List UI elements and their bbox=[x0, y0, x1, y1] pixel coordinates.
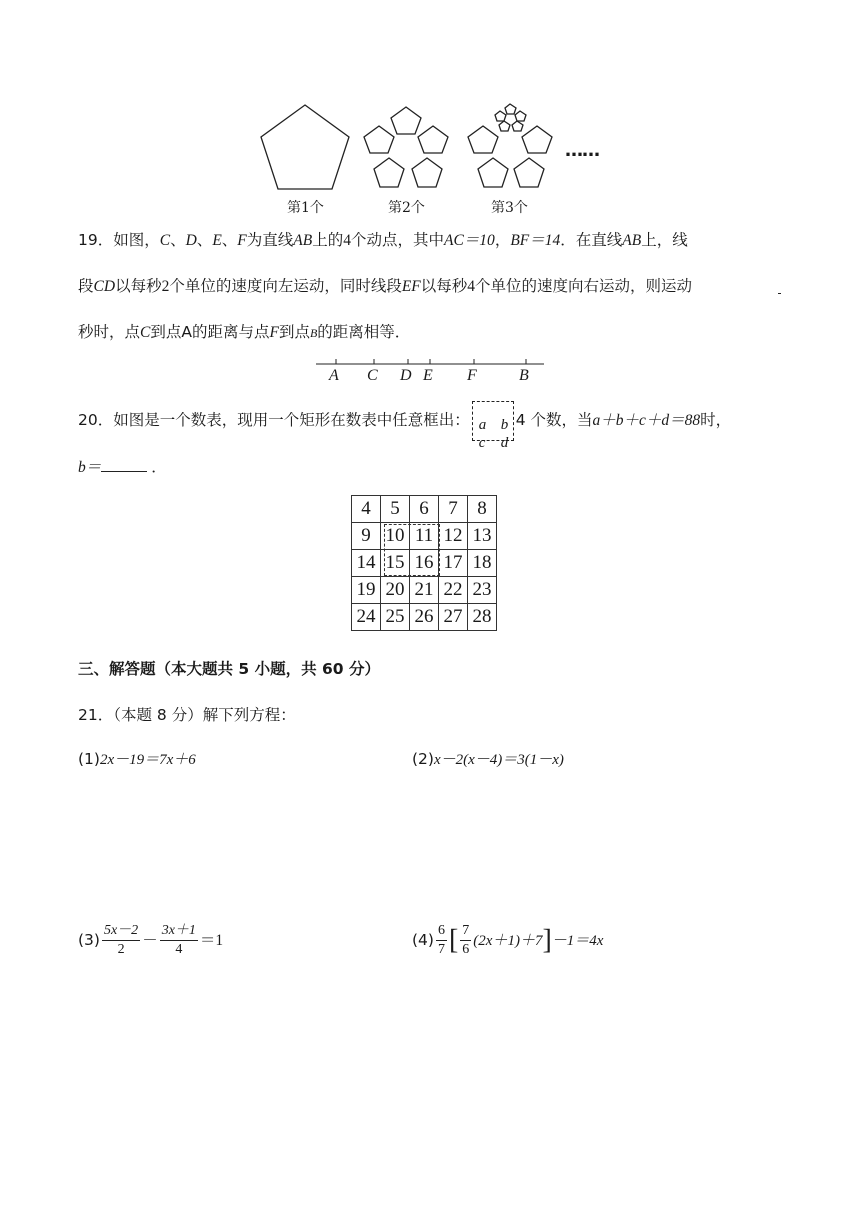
pentagon bbox=[522, 126, 552, 153]
numerator: 5x－2 bbox=[102, 922, 140, 941]
q21-title: 21．（本题 8 分）解下列方程： bbox=[78, 706, 296, 724]
denominator: 6 bbox=[462, 942, 470, 957]
q19-line-3 bbox=[78, 321, 410, 344]
ellipsis: …… bbox=[565, 140, 599, 161]
denominator: 7 bbox=[437, 942, 445, 957]
text: 20．如图是一个数表，现用一个矩形在数表中任意框出： bbox=[78, 411, 470, 429]
text: 的距离相等． bbox=[317, 323, 411, 341]
left-bracket: [ bbox=[448, 924, 459, 956]
table-cell: 10 bbox=[381, 523, 410, 550]
sum-equation: a＋b＋c＋d＝88 bbox=[592, 412, 701, 429]
text: 个单位的速度向右运动，则运动 bbox=[475, 277, 693, 295]
text: ． bbox=[151, 458, 167, 476]
equation-2: x－2(x－4)＝3(1－x) bbox=[433, 752, 564, 768]
label-e: E bbox=[423, 367, 433, 384]
caption-figure-3: 第3个 bbox=[491, 200, 528, 216]
fraction-6-7 bbox=[436, 922, 447, 959]
equation-1: 2x－19＝7x＋6 bbox=[99, 752, 196, 768]
var-d: d bbox=[500, 434, 509, 451]
segment-cd: CD bbox=[93, 278, 116, 295]
large-pentagon bbox=[261, 105, 349, 189]
rhs: ＝1 bbox=[199, 932, 224, 949]
table-cell: 27 bbox=[439, 604, 468, 631]
operator: － bbox=[142, 932, 158, 949]
point-b: B bbox=[309, 326, 318, 340]
segment-ef: EF bbox=[401, 278, 421, 295]
rhs: －1＝4x bbox=[551, 933, 604, 949]
caption-figure-1: 第1个 bbox=[287, 200, 324, 216]
number: 2 bbox=[161, 278, 170, 295]
table-cell: 28 bbox=[468, 604, 497, 631]
q21-part-1 bbox=[78, 748, 196, 771]
table-cell: 6 bbox=[410, 496, 439, 523]
text: 时， bbox=[700, 411, 732, 429]
point-e: E bbox=[212, 232, 222, 249]
text: ， bbox=[494, 231, 511, 249]
q19-line-1 bbox=[78, 229, 688, 252]
pentagon bbox=[412, 158, 442, 187]
separator: 、 bbox=[221, 231, 238, 249]
pentagon bbox=[418, 126, 448, 153]
var-b: b bbox=[500, 416, 509, 433]
text: 为直线 bbox=[246, 231, 294, 249]
table-cell: 14 bbox=[352, 550, 381, 577]
fraction-1 bbox=[102, 922, 140, 959]
label-b: B bbox=[519, 367, 529, 384]
numerator: 3x＋1 bbox=[160, 922, 198, 941]
line-ab: AB bbox=[293, 232, 313, 249]
number: 4 bbox=[467, 278, 476, 295]
text: 上，线 bbox=[641, 231, 688, 249]
answer-blank-20[interactable] bbox=[101, 457, 147, 472]
pentagon bbox=[478, 158, 508, 187]
inner-expression: (2x＋1)＋7 bbox=[473, 933, 543, 949]
table-row bbox=[352, 604, 497, 631]
q20-line-2 bbox=[78, 456, 167, 479]
pentagon bbox=[391, 107, 421, 134]
table-cell: 16 bbox=[410, 550, 439, 577]
table-cell: 15 bbox=[381, 550, 410, 577]
table-cell: 4 bbox=[352, 496, 381, 523]
bf-equation: BF＝14 bbox=[510, 232, 561, 249]
denominator: 2 bbox=[117, 942, 125, 957]
pentagon bbox=[514, 158, 544, 187]
separator: 、 bbox=[170, 231, 186, 249]
var-a: a bbox=[478, 416, 487, 433]
point-d: D bbox=[185, 232, 197, 249]
part-label: (3) bbox=[78, 931, 100, 949]
answer-blank-19[interactable] bbox=[778, 293, 781, 294]
label-a: A bbox=[329, 367, 339, 384]
caption-figure-2: 第2个 bbox=[388, 200, 425, 216]
table-cell: 20 bbox=[381, 577, 410, 604]
text: 上的 bbox=[312, 231, 344, 249]
table-cell: 22 bbox=[439, 577, 468, 604]
table-cell: 26 bbox=[410, 604, 439, 631]
table-cell: 8 bbox=[468, 496, 497, 523]
table-selection-frame bbox=[384, 524, 440, 576]
right-bracket: ] bbox=[542, 924, 552, 956]
numerator: 6 bbox=[436, 922, 447, 941]
label-d: D bbox=[400, 367, 412, 384]
denominator: 4 bbox=[175, 942, 183, 957]
table-cell: 9 bbox=[352, 523, 381, 550]
text: 个动点，其中 bbox=[350, 231, 444, 249]
part-label: (2) bbox=[412, 750, 434, 768]
part-label: (1) bbox=[78, 750, 100, 768]
table-cell: 19 bbox=[352, 577, 381, 604]
point-c: C bbox=[159, 232, 171, 249]
text: 到点 bbox=[278, 323, 310, 341]
fraction-7-6 bbox=[460, 922, 471, 959]
point-f: F bbox=[237, 232, 247, 249]
table-cell: 5 bbox=[381, 496, 410, 523]
text: 秒时，点 bbox=[78, 323, 141, 341]
text: 段 bbox=[78, 277, 94, 295]
pentagon bbox=[468, 126, 498, 153]
text: 以每秒 bbox=[115, 277, 162, 295]
ac-equation: AC＝10 bbox=[444, 232, 495, 249]
table-row bbox=[352, 577, 497, 604]
q21-part-3 bbox=[78, 918, 223, 963]
text: 以每秒 bbox=[420, 277, 468, 295]
number: 4 bbox=[343, 232, 351, 249]
point-c: C bbox=[140, 324, 151, 341]
part-label: (4) bbox=[412, 931, 434, 949]
q20-line-1 bbox=[78, 398, 732, 451]
table-cell: 25 bbox=[381, 604, 410, 631]
table-cell: 7 bbox=[439, 496, 468, 523]
table-cell: 21 bbox=[410, 577, 439, 604]
line-ab: AB bbox=[622, 232, 642, 249]
table-cell: 12 bbox=[439, 523, 468, 550]
q21-part-2 bbox=[412, 748, 564, 771]
table-row bbox=[352, 496, 497, 523]
text: 到点A的距离与点 bbox=[150, 323, 270, 341]
pentagon bbox=[364, 126, 394, 153]
q19-number: 19．如图， bbox=[78, 231, 160, 249]
table-cell: 24 bbox=[352, 604, 381, 631]
var-c: c bbox=[478, 434, 486, 451]
table-cell: 23 bbox=[468, 577, 497, 604]
separator: 、 bbox=[196, 231, 213, 249]
table-cell: 18 bbox=[468, 550, 497, 577]
label-c: C bbox=[367, 367, 378, 384]
point-f: F bbox=[269, 324, 279, 341]
table-cell: 13 bbox=[468, 523, 497, 550]
label-f: F bbox=[467, 367, 477, 384]
fraction-2 bbox=[160, 922, 198, 959]
q21-part-4 bbox=[412, 918, 603, 963]
text: 4 个数，当 bbox=[515, 411, 593, 429]
b-equals: b＝ bbox=[78, 459, 102, 476]
section-3-title: 三、解答题（本大题共 5 小题，共 60 分） bbox=[78, 660, 380, 678]
mini-pentagon-cluster bbox=[495, 104, 526, 131]
numerator: 7 bbox=[460, 922, 471, 941]
text: 个单位的速度向左运动，同时线段 bbox=[169, 277, 402, 295]
selection-box-example bbox=[472, 401, 514, 451]
table-cell: 11 bbox=[410, 523, 439, 550]
table-cell: 17 bbox=[439, 550, 468, 577]
q19-line-2 bbox=[78, 275, 692, 298]
text: ．在直线 bbox=[560, 231, 623, 249]
pentagon bbox=[374, 158, 404, 187]
